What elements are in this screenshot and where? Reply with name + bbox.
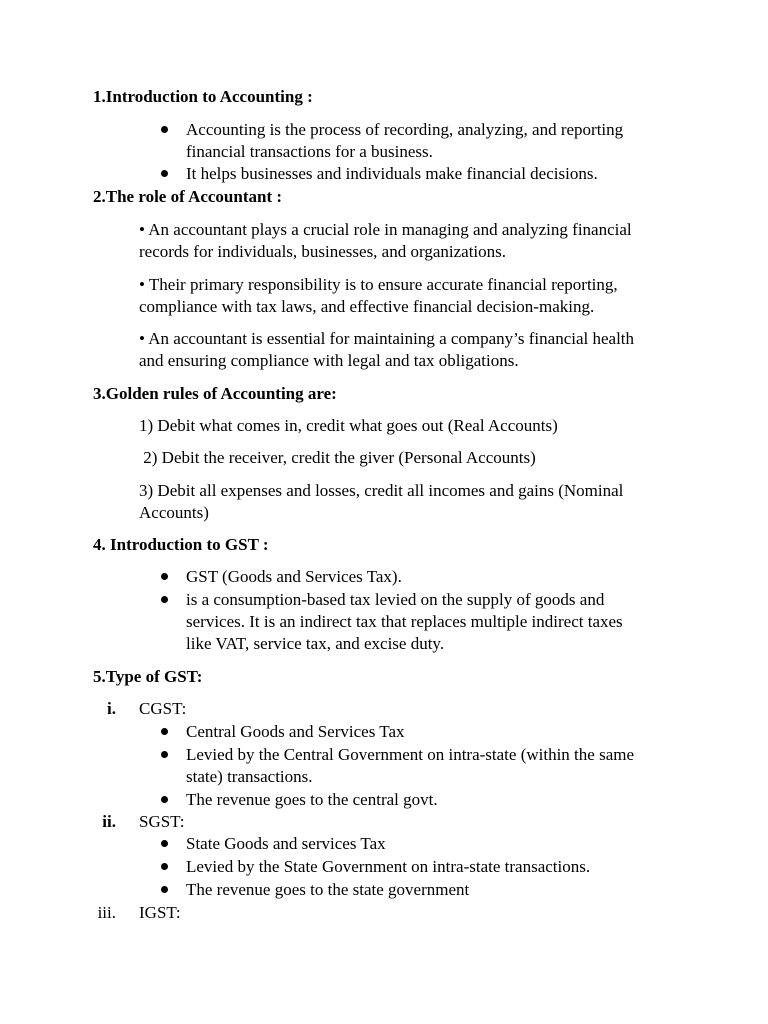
- paragraph-text: • An accountant is essential for maintaining a company’s financial health: [139, 329, 635, 348]
- section-heading-role-accountant: 2.The role of Accountant :: [93, 187, 283, 206]
- paragraph-text-continued: compliance with tax laws, and effective financial decision-making.: [139, 297, 595, 316]
- bullet-text: The revenue goes to the state government: [186, 880, 470, 899]
- bullet-text: State Goods and services Tax: [186, 834, 386, 853]
- bullet-text: The revenue goes to the central govt.: [186, 790, 438, 809]
- bullet-text: GST (Goods and Services Tax).: [186, 567, 402, 586]
- bullet-text-continued: state) transactions.: [186, 767, 313, 786]
- bullet-icon: [161, 126, 168, 133]
- rule-nominal-accounts: 3) Debit all expenses and losses, credit all incomes and gains (Nominal: [139, 481, 624, 500]
- bullet-text: Levied by the State Government on intra-state transactions.: [186, 857, 591, 876]
- bullet-text: Levied by the Central Government on intra-state (within the same: [186, 745, 635, 764]
- bullet-text-continued: services. It is an indirect tax that replaces multiple indirect taxes: [186, 612, 623, 631]
- bullet-text-continued: like VAT, service tax, and excise duty.: [186, 634, 445, 653]
- roman-numeral: ii.: [102, 812, 116, 831]
- section-heading-golden-rules: 3.Golden rules of Accounting are:: [93, 384, 337, 403]
- bullet-icon: [161, 170, 168, 177]
- paragraph-text-continued: and ensuring compliance with legal and tax obligations.: [139, 351, 519, 370]
- paragraph-text-continued: records for individuals, businesses, and organizations.: [139, 242, 507, 261]
- bullet-icon: [161, 796, 168, 803]
- bullet-icon: [161, 596, 168, 603]
- section-heading-intro-accounting: 1.Introduction to Accounting :: [93, 87, 313, 106]
- rule-personal-accounts: 2) Debit the receiver, credit the giver (Personal Accounts): [139, 448, 536, 467]
- gst-type-label-cgst: CGST:: [139, 699, 187, 718]
- bullet-icon: [161, 863, 168, 870]
- bullet-text: Accounting is the process of recording, analyzing, and reporting: [186, 120, 624, 139]
- bullet-text-continued: financial transactions for a business.: [186, 142, 433, 161]
- paragraph-text: • An accountant plays a crucial role in managing and analyzing financial: [139, 220, 632, 239]
- bullet-icon: [161, 840, 168, 847]
- rule-nominal-accounts-continued: Accounts): [139, 503, 209, 522]
- gst-type-label-igst: IGST:: [139, 903, 181, 922]
- rule-real-accounts: 1) Debit what comes in, credit what goes out (Real Accounts): [139, 416, 558, 435]
- bullet-icon: [161, 728, 168, 735]
- section-heading-type-gst: 5.Type of GST:: [93, 667, 203, 686]
- bullet-text: is a consumption-based tax levied on the supply of goods and: [186, 590, 605, 609]
- bullet-icon: [161, 751, 168, 758]
- paragraph-text: • Their primary responsibility is to ensure accurate financial reporting,: [139, 275, 618, 294]
- bullet-icon: [161, 573, 168, 580]
- bullet-text: Central Goods and Services Tax: [186, 722, 405, 741]
- roman-numeral: iii.: [97, 903, 116, 922]
- bullet-icon: [161, 886, 168, 893]
- roman-numeral: i.: [107, 699, 116, 718]
- bullet-text: It helps businesses and individuals make financial decisions.: [186, 164, 598, 183]
- section-heading-intro-gst: 4. Introduction to GST :: [93, 535, 269, 554]
- gst-type-label-sgst: SGST:: [139, 812, 185, 831]
